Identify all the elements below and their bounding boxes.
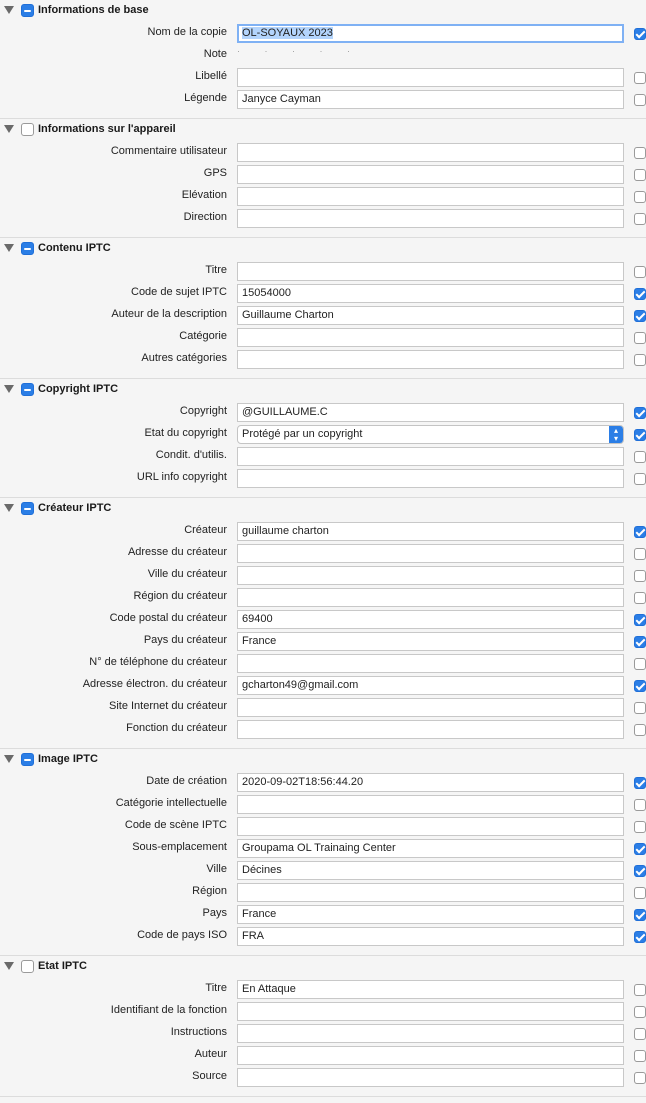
include-checkbox[interactable] [634,658,646,670]
section-informations-sur-l-appareil [0,119,646,238]
include-checkbox[interactable] [634,1072,646,1084]
include-checkbox[interactable] [634,614,646,626]
include-checkbox[interactable] [634,570,646,582]
include-checkbox[interactable] [634,147,646,159]
field-row-commentaire-utilisateur [0,141,646,163]
categorie-field[interactable] [237,328,624,347]
code-postal-du-createur-field[interactable] [237,610,624,629]
legende-field[interactable] [237,90,624,109]
include-checkbox[interactable] [634,931,646,943]
code-de-sujet-iptc-field[interactable] [237,284,624,303]
auteur-de-la-description-field[interactable] [237,306,624,325]
include-checkbox[interactable] [634,266,646,278]
sous-emplacement-field[interactable] [237,839,624,858]
n-de-telephone-du-createur-field[interactable] [237,654,624,673]
include-checkbox[interactable] [634,702,646,714]
section-toggle-checkbox[interactable] [21,502,34,515]
field-row-source [0,1066,646,1088]
code-de-pays-iso-field[interactable] [237,927,624,946]
field-label: Code de pays ISO [137,929,227,941]
field-label: Etat du copyright [144,427,227,439]
field-row-elevation [0,185,646,207]
nom-de-la-copie-field[interactable] [237,24,624,43]
field-row-titre [0,978,646,1000]
field-label: Note [203,48,227,60]
field-row-categorie-intellectuelle [0,793,646,815]
field-value: 2020-09-02T18:56:44.20 [242,776,364,788]
pays-field[interactable] [237,905,624,924]
field-row-site-internet-du-createur [0,696,646,718]
field-value: France [242,635,277,647]
code-de-scene-iptc-field[interactable] [237,817,624,836]
section-toggle-checkbox[interactable] [21,383,34,396]
field-row-adresse-electron-du-createur [0,674,646,696]
auteur-field[interactable] [237,1046,624,1065]
disclosure-triangle-icon[interactable] [4,244,14,252]
field-row-nom-de-la-copie [0,22,646,44]
section-title: Créateur IPTC [38,502,112,514]
elevation-field[interactable] [237,187,624,206]
field-label: Nom de la copie [147,26,227,38]
disclosure-triangle-icon[interactable] [4,755,14,763]
autres-categories-field[interactable] [237,350,624,369]
field-row-auteur-de-la-description [0,304,646,326]
field-label: Titre [205,264,227,276]
section-toggle-checkbox[interactable] [21,753,34,766]
field-row-note [0,44,646,66]
section-header [0,956,646,978]
copyright-field[interactable] [237,403,624,422]
include-checkbox[interactable] [634,724,646,736]
fonction-du-createur-field[interactable] [237,720,624,739]
field-row-region-du-createur [0,586,646,608]
field-label: Date de création [146,775,227,787]
field-label: Adresse du créateur [127,546,227,558]
include-checkbox[interactable] [634,407,646,419]
section-header [0,749,646,771]
section-toggle-checkbox[interactable] [21,123,34,136]
include-checkbox[interactable] [634,1050,646,1062]
disclosure-triangle-icon[interactable] [4,385,14,393]
include-checkbox[interactable] [634,288,646,300]
field-label: Code de sujet IPTC [131,286,227,298]
commentaire-utilisateur-field[interactable] [237,143,624,162]
field-row-sous-emplacement [0,837,646,859]
field-label: Ville [206,863,227,875]
createur-field[interactable] [237,522,624,541]
titre-field[interactable] [237,980,624,999]
gps-field[interactable] [237,165,624,184]
pays-du-createur-field[interactable] [237,632,624,651]
section-header [0,238,646,260]
include-checkbox[interactable] [634,332,646,344]
field-label: Condit. d'utilis. [155,449,227,461]
section-copyright-iptc [0,379,646,498]
section-spacer [0,489,646,497]
date-de-creation-field[interactable] [237,773,624,792]
include-checkbox[interactable] [634,680,646,692]
field-row-direction [0,207,646,229]
disclosure-triangle-icon[interactable] [4,962,14,970]
section-spacer [0,229,646,237]
field-row-adresse-du-createur [0,542,646,564]
field-row-condit-d-utilis [0,445,646,467]
identifiant-de-la-fonction-field[interactable] [237,1002,624,1021]
section-title: Etat IPTC [38,960,87,972]
instructions-field[interactable] [237,1024,624,1043]
include-checkbox[interactable] [634,799,646,811]
field-value: France [242,908,277,920]
libelle-field[interactable] [237,68,624,87]
field-row-n-de-telephone-du-createur [0,652,646,674]
field-value: @GUILLAUME.C [242,406,328,418]
section-spacer [0,370,646,378]
field-label: Elévation [181,189,227,201]
field-label: Instructions [170,1026,227,1038]
copyright-status-select[interactable] [237,425,624,444]
include-checkbox[interactable] [634,821,646,833]
include-checkbox[interactable] [634,843,646,855]
include-checkbox[interactable] [634,1028,646,1040]
region-du-createur-field[interactable] [237,588,624,607]
include-checkbox[interactable] [634,429,646,441]
section-createur-iptc [0,498,646,749]
section-toggle-checkbox[interactable] [21,4,34,17]
section-image-iptc [0,749,646,956]
field-label: Pays [202,907,227,919]
region-field[interactable] [237,883,624,902]
section-spacer [0,947,646,955]
condit-d-utilis-field[interactable] [237,447,624,466]
field-label: Commentaire utilisateur [110,145,227,157]
select-value: Protégé par un copyright [242,428,363,440]
categorie-intellectuelle-field[interactable] [237,795,624,814]
field-row-ville [0,859,646,881]
field-row-instructions [0,1022,646,1044]
field-label: Région [192,885,227,897]
field-value: gcharton49@gmail.com [242,679,359,691]
include-checkbox[interactable] [634,451,646,463]
field-value: 69400 [242,613,273,625]
field-label: Pays du créateur [143,634,227,646]
field-row-date-de-creation [0,771,646,793]
field-row-identifiant-de-la-fonction [0,1000,646,1022]
field-value: guillaume charton [242,525,329,537]
field-label: Créateur [184,524,227,536]
field-label: Catégorie [179,330,227,342]
field-value: En Attaque [242,983,296,995]
field-label: Source [192,1070,227,1082]
field-label: Région du créateur [133,590,227,602]
disclosure-triangle-icon[interactable] [4,125,14,133]
field-row-legende [0,88,646,110]
source-field[interactable] [237,1068,624,1087]
field-row-ville-du-createur [0,564,646,586]
field-label: Sous-emplacement [132,841,227,853]
site-internet-du-createur-field[interactable] [237,698,624,717]
field-value: Janyce Cayman [242,93,321,105]
field-label: Site Internet du créateur [108,700,227,712]
field-label: Auteur de la description [111,308,227,320]
section-informations-de-base [0,0,646,119]
section-etat-iptc [0,956,646,1097]
field-row-createur [0,520,646,542]
include-checkbox[interactable] [634,548,646,560]
field-label: Code de scène IPTC [124,819,227,831]
field-row-pays [0,903,646,925]
field-label: Identifiant de la fonction [110,1004,227,1016]
field-row-code-de-scene-iptc [0,815,646,837]
section-spacer [0,110,646,118]
field-label: Code postal du créateur [109,612,227,624]
field-label: Adresse électron. du créateur [82,678,227,690]
field-value: FRA [242,930,264,942]
section-contenu-iptc [0,238,646,379]
field-label: Fonction du créateur [126,722,227,734]
include-checkbox[interactable] [634,592,646,604]
direction-field[interactable] [237,209,624,228]
field-value: Décines [242,864,282,876]
section-header [0,379,646,401]
field-label: Libellé [195,70,227,82]
include-checkbox[interactable] [634,636,646,648]
field-row-region [0,881,646,903]
include-checkbox[interactable] [634,887,646,899]
include-checkbox[interactable] [634,984,646,996]
field-row-fonction-du-createur [0,718,646,740]
section-title: Copyright IPTC [38,383,119,395]
field-label: Auteur [194,1048,227,1060]
section-spacer [0,740,646,748]
include-checkbox[interactable] [634,777,646,789]
ville-du-createur-field[interactable] [237,566,624,585]
field-label: Légende [184,92,227,104]
field-row-copyright [0,401,646,423]
field-label: URL info copyright [136,471,227,483]
include-checkbox[interactable] [634,526,646,538]
adresse-du-createur-field[interactable] [237,544,624,563]
field-value: Groupama OL Trainaing Center [242,842,396,854]
include-checkbox[interactable] [634,909,646,921]
field-row-code-de-pays-iso [0,925,646,947]
field-label: Copyright [179,405,227,417]
include-checkbox[interactable] [634,94,646,106]
disclosure-triangle-icon[interactable] [4,504,14,512]
ville-field[interactable] [237,861,624,880]
include-checkbox[interactable] [634,473,646,485]
titre-field[interactable] [237,262,624,281]
disclosure-triangle-icon[interactable] [4,6,14,14]
section-toggle-checkbox[interactable] [21,242,34,255]
field-row-titre [0,260,646,282]
section-title: Image IPTC [38,753,98,765]
field-row-auteur [0,1044,646,1066]
field-label: Ville du créateur [147,568,227,580]
section-title: Informations sur l'appareil [38,123,176,135]
field-row-categorie [0,326,646,348]
field-row-url-info-copyright [0,467,646,489]
include-checkbox[interactable] [634,865,646,877]
section-header [0,119,646,141]
include-checkbox[interactable] [634,213,646,225]
field-label: Catégorie intellectuelle [115,797,227,809]
field-value: OL-SOYAUX 2023 [242,27,333,39]
include-checkbox[interactable] [634,28,646,40]
section-header [0,498,646,520]
field-row-code-postal-du-createur [0,608,646,630]
field-value: 15054000 [242,287,291,299]
section-title: Informations de base [38,4,149,16]
field-row-pays-du-createur [0,630,646,652]
field-row-gps [0,163,646,185]
include-checkbox[interactable] [634,72,646,84]
adresse-electron-du-createur-field[interactable] [237,676,624,695]
include-checkbox[interactable] [634,310,646,322]
field-label: Autres catégories [141,352,227,364]
include-checkbox[interactable] [634,354,646,366]
updown-chevron-icon: ▴ ▾ [609,425,623,444]
section-title: Contenu IPTC [38,242,111,254]
field-label: N° de téléphone du créateur [89,656,227,668]
url-info-copyright-field[interactable] [237,469,624,488]
field-label: GPS [203,167,227,179]
rating-dots[interactable]: · · · · · [237,46,361,56]
field-label: Titre [205,982,227,994]
section-header [0,0,646,22]
include-checkbox[interactable] [634,1006,646,1018]
section-toggle-checkbox[interactable] [21,960,34,973]
field-value: Guillaume Charton [242,309,334,321]
field-row-code-de-sujet-iptc [0,282,646,304]
field-row-libelle [0,66,646,88]
include-checkbox[interactable] [634,169,646,181]
field-row-autres-categories [0,348,646,370]
field-label: Direction [183,211,227,223]
section-spacer [0,1088,646,1096]
field-row-etat-du-copyright [0,423,646,445]
include-checkbox[interactable] [634,191,646,203]
